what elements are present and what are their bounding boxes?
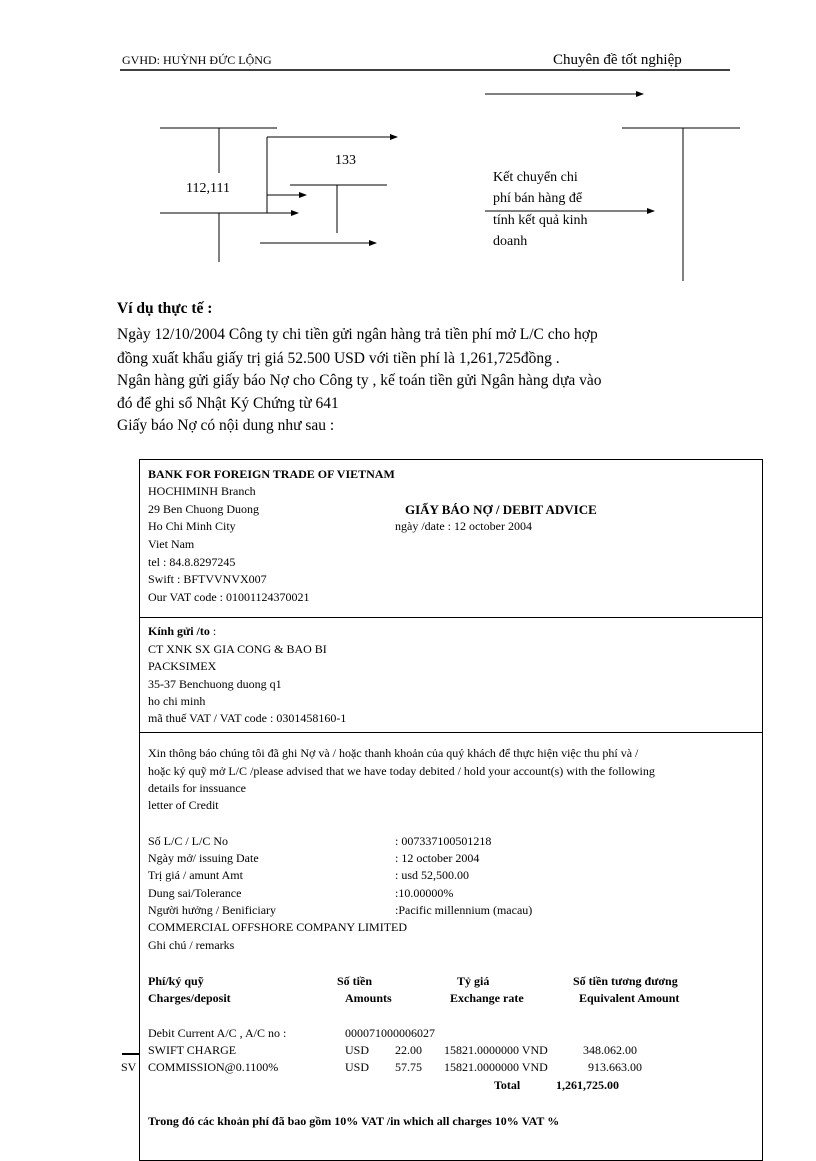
charge-equivalent: 348.062.00 (583, 1043, 637, 1057)
charge-name: SWIFT CHARGE (148, 1043, 237, 1057)
col-header: Equivalent Amount (579, 991, 680, 1005)
recipient-line: CT XNK SX GIA CONG & BAO BI (148, 642, 327, 656)
charge-currency: USD (345, 1043, 370, 1057)
transfer-label-4: doanh (493, 234, 528, 249)
recipient-line: PACKSIMEX (148, 659, 217, 673)
charge-amount: 57.75 (395, 1060, 422, 1074)
col-header: Charges/deposit (148, 991, 231, 1005)
advice-title: GIẤY BÁO NỢ / DEBIT ADVICE (405, 502, 597, 517)
col-header: Số tiền (337, 974, 373, 988)
field-label: Người hưởng / Benificiary (148, 903, 277, 917)
notice-line: Xin thông báo chúng tôi đã ghi Nợ và / hoặc thanh khoản của quý khách để thực hiện việc thu phí và / (148, 746, 639, 760)
bank-line: tel : 84.8.8297245 (148, 555, 236, 569)
example-line: đó để ghi sổ Nhật Ký Chứng từ 641 (117, 395, 339, 412)
col-header: Số tiền tương đương (573, 974, 678, 988)
transfer-label-2: phí bán hàng để (493, 191, 583, 206)
col-header: Phí/ký quỹ (148, 974, 204, 988)
header-instructor: GVHD: HUỲNH ĐỨC LỘNG (122, 53, 272, 67)
field-value: : 007337100501218 (395, 834, 492, 848)
field-label: Dung sai/Tolerance (148, 886, 242, 900)
charge-rate: 15821.0000000 VND (444, 1043, 548, 1057)
account-112-111: 112,111 (186, 181, 230, 196)
example-line: đồng xuất khẩu giấy trị giá 52.500 USD với tiền phí là 1,261,725đồng . (117, 350, 560, 367)
field-value: : usd 52,500.00 (395, 868, 470, 882)
footer-rule (122, 1053, 139, 1055)
notice-line: hoặc ký quỹ mở L/C /please advised that we have today debited / hold your account(s) with the following (148, 764, 655, 778)
account-diagram (0, 0, 816, 300)
total-value: 1,261,725.00 (556, 1078, 619, 1092)
field-value: :10.00000% (395, 886, 454, 900)
charge-equivalent: 913.663.00 (588, 1060, 642, 1074)
divider (139, 732, 762, 733)
col-header: Amounts (345, 991, 392, 1005)
field-value: :Pacific millennium (macau) (395, 903, 533, 917)
footer-fragment: SV (121, 1060, 137, 1074)
transfer-label-1: Kết chuyển chi (493, 170, 578, 185)
example-line: Giấy báo Nợ có nội dung như sau : (117, 417, 335, 434)
recipient-line: 35-37 Benchuong duong q1 (148, 677, 282, 691)
charge-amount: 22.00 (395, 1043, 422, 1057)
notice-line: letter of Credit (148, 798, 219, 812)
bank-line: Ho Chi Minh City (148, 519, 236, 533)
charge-rate: 15821.0000000 VND (444, 1060, 548, 1074)
example-line: Ngân hàng gửi giấy báo Nợ cho Công ty , kế toán tiền gửi Ngân hàng dựa vào (117, 372, 602, 389)
bank-line: Swift : BFTVVNVX007 (148, 572, 267, 586)
bank-line: Our VAT code : 01001124370021 (148, 590, 310, 604)
debit-account-number: 000071000006027 (345, 1026, 435, 1040)
example-line: Ngày 12/10/2004 Công ty chi tiền gửi ngân hàng trả tiền phí mở L/C cho hợp (117, 326, 598, 343)
vat-note: Trong đó các khoản phí đã bao gồm 10% VAT /in which all charges 10% VAT % (148, 1114, 560, 1128)
advice-date: ngày /date : 12 october 2004 (395, 519, 532, 533)
recipient-line: ho chi minh (148, 694, 206, 708)
col-header: Tỷ giá (457, 974, 490, 988)
example-title: Ví dụ thực tế : (117, 300, 213, 317)
debit-account-label: Debit Current A/C , A/C no : (148, 1026, 287, 1040)
field-label: Ngày mở/ issuing Date (148, 851, 259, 865)
header-title: Chuyên đề tốt nghiệp (553, 52, 682, 68)
notice-line: details for inssuance (148, 781, 246, 795)
bank-line: 29 Ben Chuong Duong (148, 502, 259, 516)
col-header: Exchange rate (450, 991, 524, 1005)
account-133: 133 (335, 153, 356, 168)
bank-name: BANK FOR FOREIGN TRADE OF VIETNAM (148, 467, 395, 481)
divider (139, 617, 762, 618)
recipient-vat: mã thuế VAT / VAT code : 0301458160-1 (148, 711, 347, 725)
charge-name: COMMISSION@0.1100% (148, 1060, 279, 1074)
remarks-label: Ghi chú / remarks (148, 938, 235, 952)
field-label: Số L/C / L/C No (148, 834, 229, 848)
total-label: Total (494, 1078, 521, 1092)
beneficiary-continued: COMMERCIAL OFFSHORE COMPANY LIMITED (148, 920, 408, 934)
bank-line: Viet Nam (148, 537, 195, 551)
charge-currency: USD (345, 1060, 370, 1074)
field-value: : 12 october 2004 (395, 851, 480, 865)
bank-line: HOCHIMINH Branch (148, 484, 256, 498)
transfer-label-3: tính kết quả kinh (493, 213, 588, 228)
field-label: Trị giá / amunt Amt (148, 868, 243, 882)
recipient-label: Kính gửi /to : (148, 624, 217, 638)
